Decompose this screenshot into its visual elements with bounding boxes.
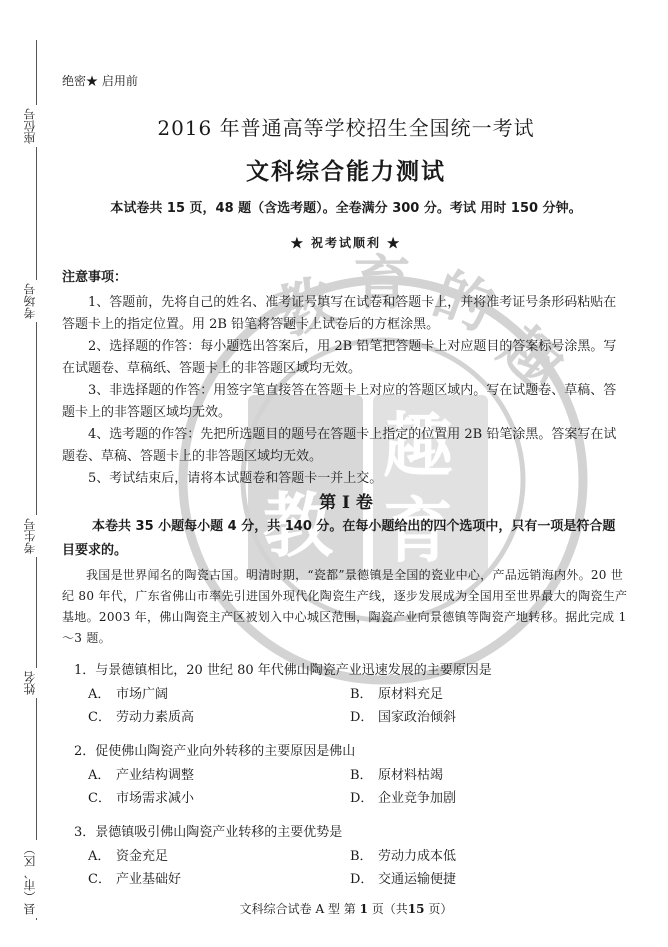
notice-heading: 注意事项：: [62, 270, 128, 285]
option-d: [350, 789, 612, 809]
notice-item: 4、选考题的作答：先把所选题目的题号在答题卡上指定的位置用 2B 铅笔涂黑。答案写在试题卷、草稿、答题卡上的非答题区域均无效。: [62, 427, 617, 464]
option-text: 国家政治倾斜: [378, 710, 457, 725]
footer-middle: 页（共: [367, 902, 408, 916]
binding-label-seat: 座位号: [23, 105, 39, 147]
option-text: 交通运输便捷: [378, 872, 457, 887]
option-text: 产业基础好: [116, 872, 182, 887]
option-letter: B．: [350, 687, 373, 702]
option-d: [350, 870, 612, 890]
option-b: [350, 685, 612, 705]
watermark-char: 育: [383, 490, 453, 572]
section-title: 第 I 卷: [319, 493, 373, 513]
watermark-char: 趣: [383, 405, 453, 487]
watermark-char: 趣: [486, 312, 576, 403]
option-c: [88, 870, 350, 890]
option-c: [88, 708, 350, 728]
notice-item: 2、选择题的作答：每小题选出答案后，用 2B 铅笔把答题卡上对应题目的答案标号涂黑。写在试题卷、草稿纸、答题卡上的非答题区域均无效。: [62, 339, 617, 376]
notice-list: [62, 292, 628, 490]
option-letter: C．: [88, 791, 111, 806]
option-text: 市场需求减小: [116, 791, 195, 806]
subject-title: 文科综合能力测试: [246, 159, 446, 185]
notice-item: 1、答题前，先将自己的姓名、准考证号填写在试卷和答题卡上，并将准考证号条形码粘贴在答题卡上的指定位置。用 2B 铅笔将答题卡上试卷后的方框涂黑。: [62, 295, 617, 332]
option-letter: B．: [350, 768, 373, 783]
option-text: 劳动力素质高: [116, 710, 195, 725]
option-grid: [62, 847, 628, 890]
watermark-char: 的: [424, 259, 503, 344]
option-grid: [62, 685, 628, 728]
binding-label-exam-room: 考场号: [23, 280, 39, 322]
option-letter: B．: [350, 849, 373, 864]
question-item: [62, 660, 628, 728]
question-item: [62, 822, 628, 890]
question-stem: 3．景德镇吸引佛山陶瓷产业转移的主要优势是: [74, 825, 343, 840]
option-a: [88, 685, 350, 705]
question-list: [62, 660, 628, 903]
good-luck-wish: ★ 祝考试顺利 ★: [290, 236, 402, 250]
paper-info: 本试卷共 15 页，48 题（含选考题）。全卷满分 300 分。考试 用时 150 分钟。: [110, 201, 582, 216]
footer-page-number: 1: [359, 902, 368, 916]
option-text: 原材料枯竭: [378, 768, 444, 783]
option-letter: D．: [350, 710, 374, 725]
option-b: [350, 847, 612, 867]
option-letter: D．: [350, 872, 374, 887]
watermark-char: 教: [266, 266, 344, 349]
option-text: 原材料充足: [378, 687, 444, 702]
option-b: [350, 766, 612, 786]
option-d: [350, 708, 612, 728]
option-c: [88, 789, 350, 809]
footer-suffix: 页）: [424, 902, 453, 916]
question-item: [62, 741, 628, 809]
binding-line: [36, 40, 37, 920]
watermark-char: 教: [263, 485, 333, 567]
option-letter: A．: [88, 849, 111, 864]
reading-passage: 我国是世界闻名的陶瓷古国。明清时期，“瓷都”景德镇是全国的瓷业中心，产品远销海内外。20 世纪 80 年代，广东省佛山市率先引进国外现代化陶瓷生产线，逐步发展成为全国用至世界最大的陶瓷生产基地。2003 年，佛山陶瓷主产区被划入中心城区范围，陶瓷产业向景德镇等陶瓷产地转移。据此完成 1～3 题。: [62, 568, 628, 645]
option-text: 市场广阔: [116, 687, 169, 702]
option-text: 企业竞争加剧: [378, 791, 457, 806]
option-a: [88, 847, 350, 867]
option-letter: A．: [88, 768, 111, 783]
footer-total-pages: 15: [407, 902, 425, 916]
watermark-char: 育: [353, 249, 412, 317]
footer-prefix: 文科综合试卷 A 型 第: [239, 902, 360, 916]
section-description: 本卷共 35 小题每小题 4 分，共 140 分。在每小题给出的四个选项中，只有一项是符合题目要求的。: [62, 519, 616, 558]
binding-label-county: 县（市、区）: [23, 840, 39, 918]
question-stem: 1．与景德镇相比，20 世纪 80 年代佛山陶瓷产业迅速发展的主要原因是: [74, 663, 492, 678]
option-text: 资金充足: [116, 849, 169, 864]
option-letter: A．: [88, 687, 111, 702]
option-text: 产业结构调整: [116, 768, 195, 783]
exam-title: 2016 年普通高等学校招生全国统一考试: [157, 116, 535, 140]
question-stem: 2．促使佛山陶瓷产业向外转移的主要原因是佛山: [74, 744, 356, 759]
option-text: 劳动力成本低: [378, 849, 457, 864]
notice-item: 3、非选择题的作答：用签字笔直接答在答题卡上对应的答题区域内。写在试题卷、草稿、答题卡上的非答题区域均无效。: [62, 383, 617, 420]
notice-item: 5、考试结束后，请将本试题卷和答题卡一并上交。: [88, 471, 383, 486]
binding-margin: [0, 0, 58, 947]
option-a: [88, 766, 350, 786]
option-grid: [62, 766, 628, 809]
option-letter: C．: [88, 872, 111, 887]
page-footer: [62, 900, 630, 917]
option-letter: C．: [88, 710, 111, 725]
option-letter: D．: [350, 791, 374, 806]
binding-label-name: 姓名: [23, 668, 39, 698]
binding-label-candidate-no: 考生号: [23, 515, 39, 557]
secret-label: 绝密★ 启用前: [62, 74, 138, 88]
